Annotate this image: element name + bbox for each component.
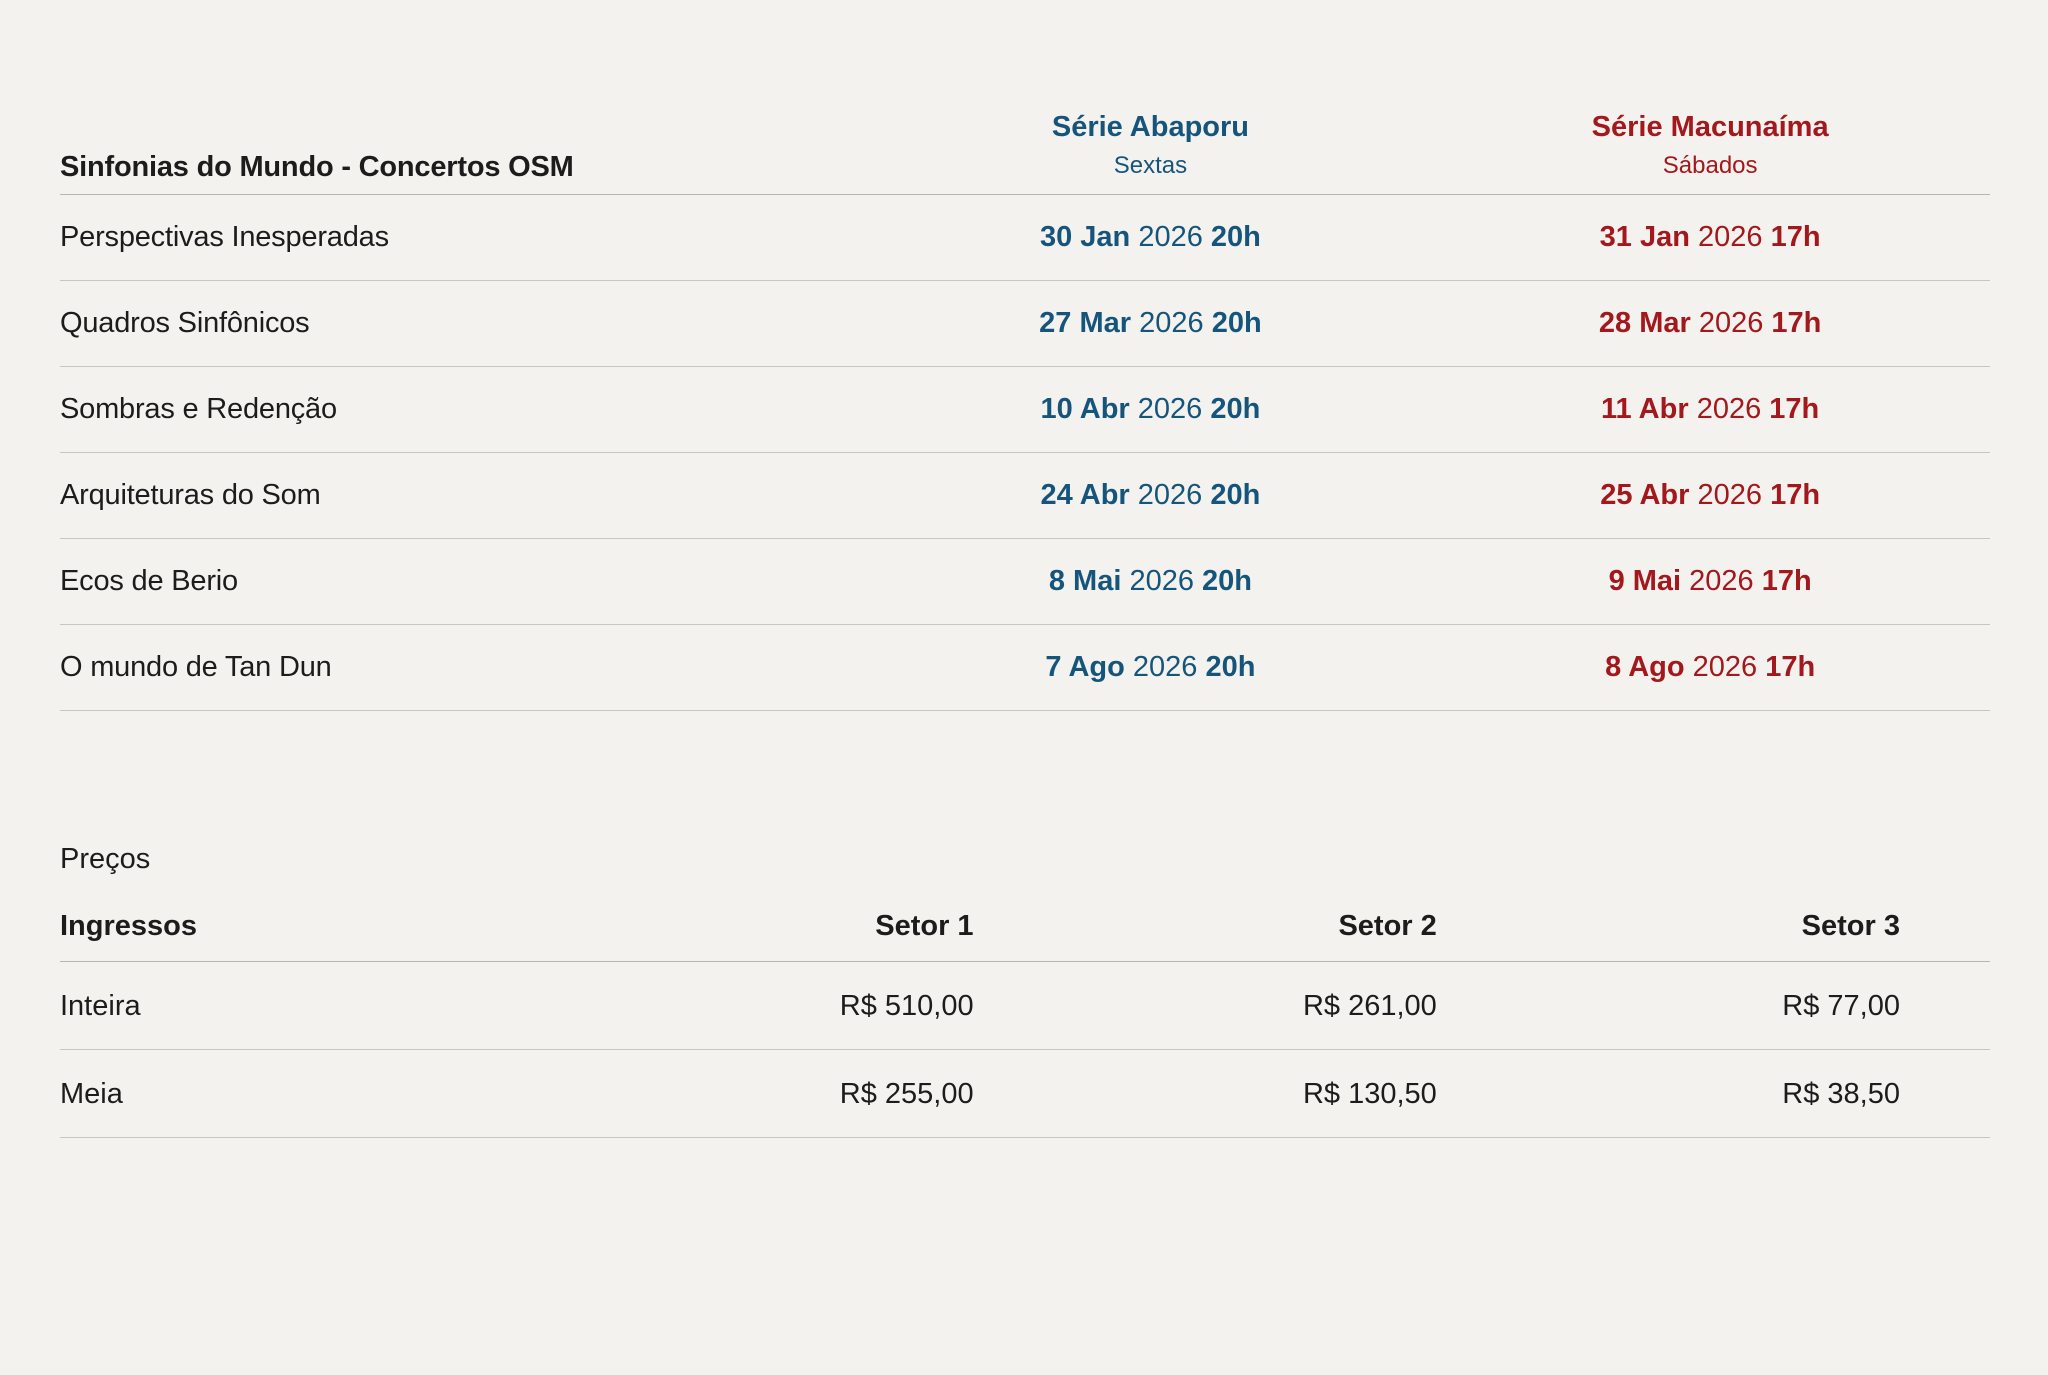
date-day: 10 Abr [1040,392,1130,425]
serie-macunaima-title: Série Macunaíma [1591,111,1829,143]
column-header-serie-abaporu [871,0,1431,194]
date-day: 25 Abr [1600,478,1690,511]
concert-date-abaporu [871,624,1431,710]
date-time: 17h [1770,220,1821,253]
concert-date-macunaima [1430,624,1990,710]
concerts-table-body [60,194,1990,710]
date-day: 30 Jan [1039,220,1131,253]
price-setor-1: R$ 510,00 [600,961,1063,1049]
price-setor-3: R$ 77,00 [1527,961,1990,1049]
serie-abaporu-title: Série Abaporu [1051,111,1249,143]
concert-date-abaporu [871,280,1431,366]
concert-date-macunaima [1430,194,1990,280]
prices-table-body [60,961,1990,1137]
prices-table [60,906,1990,1138]
concert-date-macunaima [1430,452,1990,538]
prices-label: Preços [60,842,151,875]
concert-name: Arquiteturas do Som [60,452,871,538]
date-day: 11 Abr [1601,392,1689,425]
price-setor-1: R$ 255,00 [600,1049,1063,1137]
concert-date-macunaima [1430,280,1990,366]
table-row [60,1049,1990,1137]
ticket-type: Meia [60,1049,600,1137]
concert-date-abaporu [871,366,1431,452]
ticket-type: Inteira [60,961,600,1049]
date-time: 20h [1210,478,1261,511]
concerts-table [60,0,1990,711]
date-time: 20h [1202,564,1253,597]
table-row [60,194,1990,280]
table-row [60,961,1990,1049]
date-time: 17h [1765,650,1816,683]
date-year: 2026 [1696,392,1762,425]
table-row [60,452,1990,538]
date-year: 2026 [1139,306,1204,339]
table-header-row [60,0,1990,194]
prices-header-row [60,906,1990,962]
prices-header-ingressos: Ingressos [60,906,600,962]
concert-date-abaporu [871,538,1431,624]
date-day: 7 Ago [1045,650,1125,683]
column-header-serie-macunaima [1430,0,1990,194]
price-setor-2: R$ 261,00 [1064,961,1527,1049]
prices-header-setor-3: Setor 3 [1527,906,1990,962]
prices-table-header [60,906,1990,962]
concert-date-abaporu [871,452,1431,538]
date-day: 8 Ago [1605,650,1685,683]
serie-abaporu-day: Sextas [1113,151,1188,179]
date-time: 20h [1210,392,1261,425]
prices-section [60,711,1990,1138]
concert-name: O mundo de Tan Dun [60,624,871,710]
date-day: 31 Jan [1599,220,1690,253]
date-day: 8 Mai [1048,564,1122,597]
date-time: 17h [1769,392,1820,425]
date-day: 24 Abr [1040,478,1130,511]
date-year: 2026 [1137,478,1203,511]
date-time: 20h [1211,306,1262,339]
date-time: 20h [1205,650,1256,683]
date-year: 2026 [1689,564,1754,597]
date-year: 2026 [1137,392,1203,425]
concert-date-abaporu [871,194,1431,280]
table-row [60,624,1990,710]
concert-name: Ecos de Berio [60,538,871,624]
price-setor-2: R$ 130,50 [1064,1049,1527,1137]
date-time: 17h [1771,306,1822,339]
table-row [60,538,1990,624]
concerts-table-header [60,0,1990,194]
table-row [60,366,1990,452]
concert-date-macunaima [1430,366,1990,452]
date-year: 2026 [1697,478,1762,511]
prices-header-setor-2: Setor 2 [1064,906,1527,962]
prices-header-setor-1: Setor 1 [600,906,1063,962]
page-title: Sinfonias do Mundo - Concertos OSM [60,0,871,194]
date-day: 9 Mai [1608,564,1682,597]
date-time: 17h [1770,478,1821,511]
date-day: 27 Mar [1039,306,1132,339]
concert-name: Perspectivas Inesperadas [60,194,871,280]
price-setor-3: R$ 38,50 [1527,1049,1990,1137]
date-year: 2026 [1692,650,1758,683]
date-time: 20h [1210,220,1261,253]
date-year: 2026 [1129,564,1194,597]
date-day: 28 Mar [1598,306,1691,339]
date-year: 2026 [1132,650,1198,683]
concert-date-macunaima [1430,538,1990,624]
date-year: 2026 [1698,306,1764,339]
concert-name: Sombras e Redenção [60,366,871,452]
serie-macunaima-day: Sábados [1662,151,1758,179]
date-year: 2026 [1138,220,1203,253]
date-year: 2026 [1698,220,1763,253]
table-row [60,280,1990,366]
date-time: 17h [1761,564,1812,597]
concert-name: Quadros Sinfônicos [60,280,871,366]
